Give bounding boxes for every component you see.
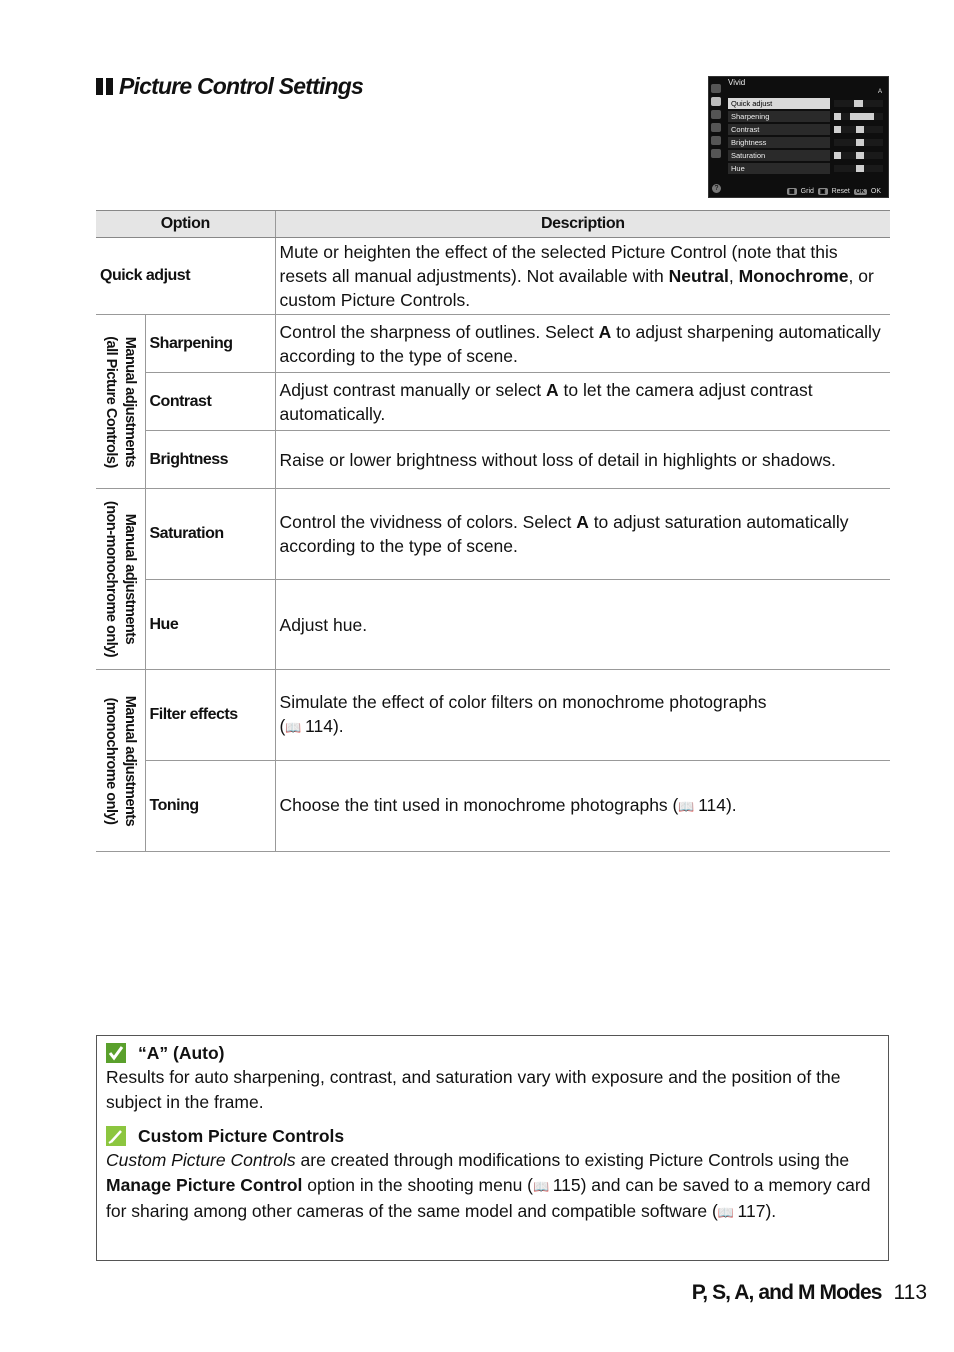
- section-heading: [96, 70, 363, 102]
- checkmark-icon: [106, 1043, 126, 1063]
- table-header-row: [96, 211, 890, 238]
- screen-row-slider: [834, 113, 883, 120]
- recent-settings-tab-icon: [711, 149, 721, 158]
- footer-section-title: P, S, A, and M Modes: [691, 1281, 882, 1304]
- page-footer: [692, 1281, 927, 1305]
- group-monochrome-only: Manual adjustments (monochrome only): [96, 670, 145, 852]
- option-contrast: Contrast: [145, 373, 275, 431]
- pencil-note-icon: [106, 1126, 126, 1146]
- screen-row-sharpening: [728, 111, 883, 122]
- note-custom-heading: Custom Picture Controls: [106, 1124, 879, 1148]
- group-non-monochrome: Manual adjustments (non-monochrome only): [96, 489, 145, 670]
- screen-row-slider: [834, 126, 883, 133]
- table-row: [96, 580, 890, 670]
- group-all-picture-controls: Manual adjustments (all Picture Controls): [96, 315, 145, 489]
- description-hue: Adjust hue.: [275, 580, 890, 670]
- description-sharpening: Control the sharpness of outlines. Select A to adjust sharpening automatically according to the type of scene.: [275, 315, 890, 373]
- ok-label: OK: [870, 188, 881, 195]
- table-row: [96, 489, 890, 580]
- header-option: Option: [96, 211, 275, 238]
- book-ref-icon: 📖: [285, 720, 302, 735]
- screen-row-label: Saturation: [728, 150, 830, 161]
- description-quick-adjust: Mute or heighten the effect of the selected Picture Control (note that this resets all manual adjustments). Not available with Neutral, Monochrome, or custom Picture Controls.: [275, 238, 890, 315]
- table-row: [96, 761, 890, 852]
- screen-status: A: [877, 89, 882, 95]
- note-auto-body: Results for auto sharpening, contrast, and saturation vary with exposure and the position of the subject in the frame.: [106, 1067, 841, 1112]
- reset-label: Reset: [831, 188, 850, 195]
- table-row: [96, 315, 890, 373]
- screen-row-label: Contrast: [728, 124, 830, 135]
- screen-row-label: Brightness: [728, 137, 830, 148]
- table-row: [96, 238, 890, 315]
- heading-marker-icon: [96, 78, 113, 95]
- book-ref-icon: 📖: [717, 1205, 735, 1220]
- note-auto-heading: “A” (Auto): [106, 1041, 879, 1065]
- option-hue: Hue: [145, 580, 275, 670]
- custom-settings-tab-icon: [711, 110, 721, 119]
- table-row: [96, 431, 890, 489]
- screen-row-quick-adjust: [728, 98, 883, 109]
- retouch-tab-icon: [711, 136, 721, 145]
- screen-row-slider: [834, 100, 883, 107]
- screen-bottom-bar: [787, 188, 881, 195]
- playback-tab-icon: [711, 84, 721, 93]
- menu-tab-icons: [711, 84, 723, 162]
- screen-row-label: Hue: [728, 163, 830, 174]
- note-custom-body: Custom Picture Controls are created through modifications to existing Picture Controls using the Manage Picture Control option in the shooting menu (📖 115) and can be saved to a memory card for sharing among other cameras of the same model and compatible software (📖 117).: [106, 1150, 871, 1221]
- screen-row-slider: [834, 139, 883, 146]
- description-brightness: Raise or lower brightness without loss of detail in highlights or shadows.: [275, 431, 890, 489]
- option-saturation: Saturation: [145, 489, 275, 580]
- grid-icon: ▦: [789, 189, 795, 195]
- screen-row-hue: [728, 163, 883, 174]
- option-quick-adjust: Quick adjust: [96, 238, 275, 315]
- screen-row-brightness: [728, 137, 883, 148]
- option-toning: Toning: [145, 761, 275, 852]
- page-number: 113: [893, 1281, 927, 1304]
- reset-icon: ▣: [819, 189, 826, 195]
- screen-row-saturation: [728, 150, 883, 161]
- table-row: [96, 670, 890, 761]
- description-contrast: Adjust contrast manually or select A to let the camera adjust contrast automatically.: [275, 373, 890, 431]
- help-icon: ?: [712, 184, 721, 193]
- setup-tab-icon: [711, 123, 721, 132]
- grid-label: Grid: [800, 188, 814, 195]
- header-description: Description: [275, 211, 890, 238]
- shooting-tab-icon: [711, 97, 721, 106]
- screen-row-slider: [834, 152, 883, 159]
- camera-screen-illustration: [708, 76, 889, 198]
- screen-row-label: Quick adjust: [728, 98, 830, 109]
- book-ref-icon: 📖: [533, 1178, 550, 1194]
- book-ref-icon: 📖: [678, 799, 695, 814]
- option-filter-effects: Filter effects: [145, 670, 275, 761]
- notes-box: [96, 1035, 889, 1261]
- screen-row-label: Sharpening: [728, 111, 830, 122]
- option-brightness: Brightness: [145, 431, 275, 489]
- heading-text: Picture Control Settings: [119, 72, 364, 99]
- table-row: [96, 373, 890, 431]
- settings-table: [96, 210, 890, 852]
- description-toning: Choose the tint used in monochrome photographs (📖 114).: [275, 761, 890, 852]
- description-saturation: Control the vividness of colors. Select A to adjust saturation automatically according to the type of scene.: [275, 489, 890, 580]
- screen-title: Vivid: [728, 78, 746, 87]
- ok-button-icon: OK: [855, 188, 865, 195]
- description-filter-effects: Simulate the effect of color filters on monochrome photographs (📖 114).: [275, 670, 890, 761]
- screen-row-slider: [834, 165, 883, 172]
- screen-row-contrast: [728, 124, 883, 135]
- option-sharpening: Sharpening: [145, 315, 275, 373]
